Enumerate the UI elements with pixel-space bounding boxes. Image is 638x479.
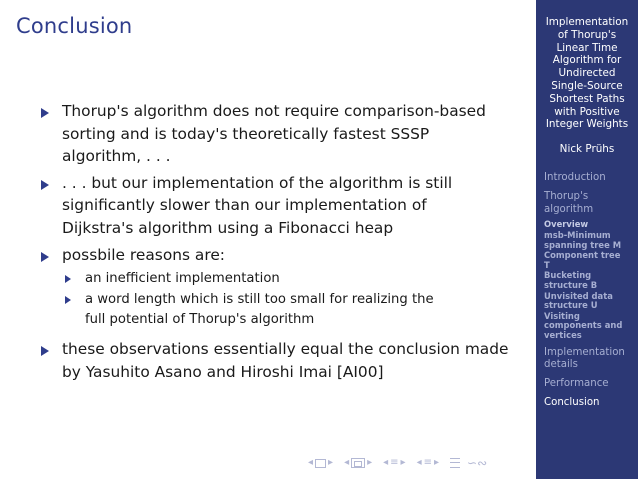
- sidebar-title-line: Shortest Paths: [549, 92, 625, 105]
- sidebar-section-label: Implementation: [544, 346, 625, 358]
- sidebar: [536, 0, 638, 479]
- sidebar-section-label: algorithm: [544, 203, 594, 215]
- sidebar-subsection-component-tree[interactable]: [544, 251, 636, 270]
- sub-bullet-list: [62, 269, 516, 330]
- slide-icon[interactable]: ≡: [423, 457, 432, 468]
- subsection-forward-icon[interactable]: ▸: [367, 457, 373, 468]
- sidebar-section-label: Introduction: [544, 172, 606, 183]
- search-icon[interactable]: ∽∾: [467, 456, 488, 470]
- sidebar-subsection-label: Unvisited data: [544, 290, 613, 301]
- bullet-line: these observations essentially equal the conclusion made: [62, 340, 509, 359]
- bullet-triangle-icon: [41, 180, 49, 190]
- sidebar-subsection-label: structure B: [544, 279, 598, 290]
- sub-bullet-triangle-icon: [65, 275, 71, 283]
- sidebar-title[interactable]: [536, 16, 638, 131]
- section-nav-group: [383, 458, 405, 468]
- sidebar-subsection-label: components and: [544, 320, 623, 331]
- sidebar-subsections: [544, 220, 636, 340]
- frame-back-icon[interactable]: ◂: [308, 457, 314, 468]
- sub-bullet-line: full potential of Thorup's algorithm: [85, 312, 315, 328]
- subsection-nav-group: [344, 458, 372, 468]
- bullet-item: [38, 100, 516, 168]
- section-back-icon[interactable]: ◂: [383, 457, 389, 468]
- bullet-item: [38, 338, 516, 383]
- bullet-triangle-icon: [41, 108, 49, 118]
- frame-icon[interactable]: [315, 459, 326, 468]
- frame-nav-group: [308, 458, 333, 468]
- slide-back-icon[interactable]: ◂: [416, 457, 422, 468]
- bullet-line: Thorup's algorithm does not require comparison-based: [62, 102, 486, 120]
- sidebar-section-performance[interactable]: [544, 378, 636, 391]
- bullet-triangle-icon: [41, 346, 49, 356]
- subsection-icon[interactable]: [351, 458, 365, 468]
- sidebar-section-introduction[interactable]: [544, 172, 636, 185]
- section-icon[interactable]: ≡: [390, 457, 399, 468]
- bullet-line: possbile reasons are:: [62, 245, 225, 264]
- sub-bullet-item: [62, 290, 516, 330]
- sidebar-section-label: Performance: [544, 378, 609, 390]
- bullet-line: algorithm, . . .: [62, 147, 171, 166]
- sidebar-section-conclusion[interactable]: [544, 397, 636, 410]
- sidebar-title-line: of Thorup's: [557, 28, 617, 41]
- sidebar-section-label: details: [544, 359, 578, 371]
- sidebar-subsection-visiting-components[interactable]: [544, 312, 636, 341]
- sub-bullet-line: an inefficient implementation: [85, 271, 280, 287]
- sidebar-section-label: Conclusion: [544, 396, 600, 408]
- section-forward-icon[interactable]: ▸: [400, 457, 406, 468]
- frame-forward-icon[interactable]: ▸: [328, 457, 334, 468]
- subsection-back-icon[interactable]: ◂: [344, 457, 350, 468]
- slide-nav-group: [417, 458, 439, 468]
- sidebar-subsection-bucketing-structure[interactable]: [544, 271, 636, 290]
- sidebar-subsection-msb-minimum-spanning-tree[interactable]: [544, 231, 636, 250]
- bullet-item: [38, 172, 516, 240]
- slide-forward-icon[interactable]: ▸: [434, 457, 440, 468]
- sidebar-subsection-label: Bucketing: [544, 270, 592, 281]
- sidebar-subsection-label: msb-Minimum: [544, 229, 611, 240]
- bullet-item: [38, 244, 516, 331]
- sidebar-title-line: Linear Time: [556, 41, 618, 54]
- navigation-bar: [308, 456, 487, 470]
- sub-bullet-item: [62, 269, 516, 289]
- sidebar-title-line: Integer Weights: [545, 118, 629, 131]
- sidebar-subsection-label: structure U: [544, 300, 598, 311]
- sidebar-subsection-label: T: [544, 259, 550, 270]
- sidebar-subsection-label: Overview: [544, 219, 589, 230]
- sidebar-section-thorups-algorithm[interactable]: [544, 191, 636, 217]
- sub-bullet-triangle-icon: [65, 296, 71, 304]
- bullet-line: . . . but our implementation of the algorithm is still: [62, 173, 453, 192]
- bullet-line: Dijkstra's algorithm using a Fibonacci heap: [62, 218, 394, 237]
- sidebar-subsection-label: vertices: [544, 329, 582, 340]
- sidebar-author: Nick Prühs: [559, 143, 615, 155]
- sidebar-title-line: Single-Source: [551, 79, 623, 92]
- sidebar-subsection-label: Component tree: [544, 250, 621, 261]
- sidebar-subsection-label: spanning tree M: [544, 239, 622, 250]
- sidebar-subsection-unvisited-data-structure[interactable]: [544, 292, 636, 311]
- sub-bullet-line: a word length which is still too small for realizing the: [85, 292, 434, 308]
- sidebar-title-line: Implementation: [545, 16, 629, 28]
- sidebar-title-line: with Positive: [554, 105, 620, 118]
- sidebar-title-line: Algorithm for: [552, 54, 622, 67]
- sidebar-navigation: [544, 172, 636, 416]
- bullet-line: significantly slower than our implementation of: [62, 196, 427, 215]
- sidebar-section-implementation-details[interactable]: [544, 347, 636, 373]
- sidebar-subsection-overview[interactable]: [544, 220, 636, 230]
- slide-content: [38, 100, 516, 387]
- sidebar-section-label: Thorup's: [544, 190, 589, 202]
- bullet-list: [38, 100, 516, 383]
- slide-title: Conclusion: [16, 14, 133, 38]
- appendix-icon[interactable]: [450, 458, 460, 468]
- bullet-line: by Yasuhito Asano and Hiroshi Imai [AI00]: [62, 362, 384, 381]
- sidebar-title-line: Undirected: [558, 67, 616, 80]
- sidebar-subsection-label: Visiting: [544, 310, 580, 321]
- bullet-line: sorting and is today's theoretically fastest SSSP: [62, 124, 430, 143]
- bullet-triangle-icon: [41, 252, 49, 262]
